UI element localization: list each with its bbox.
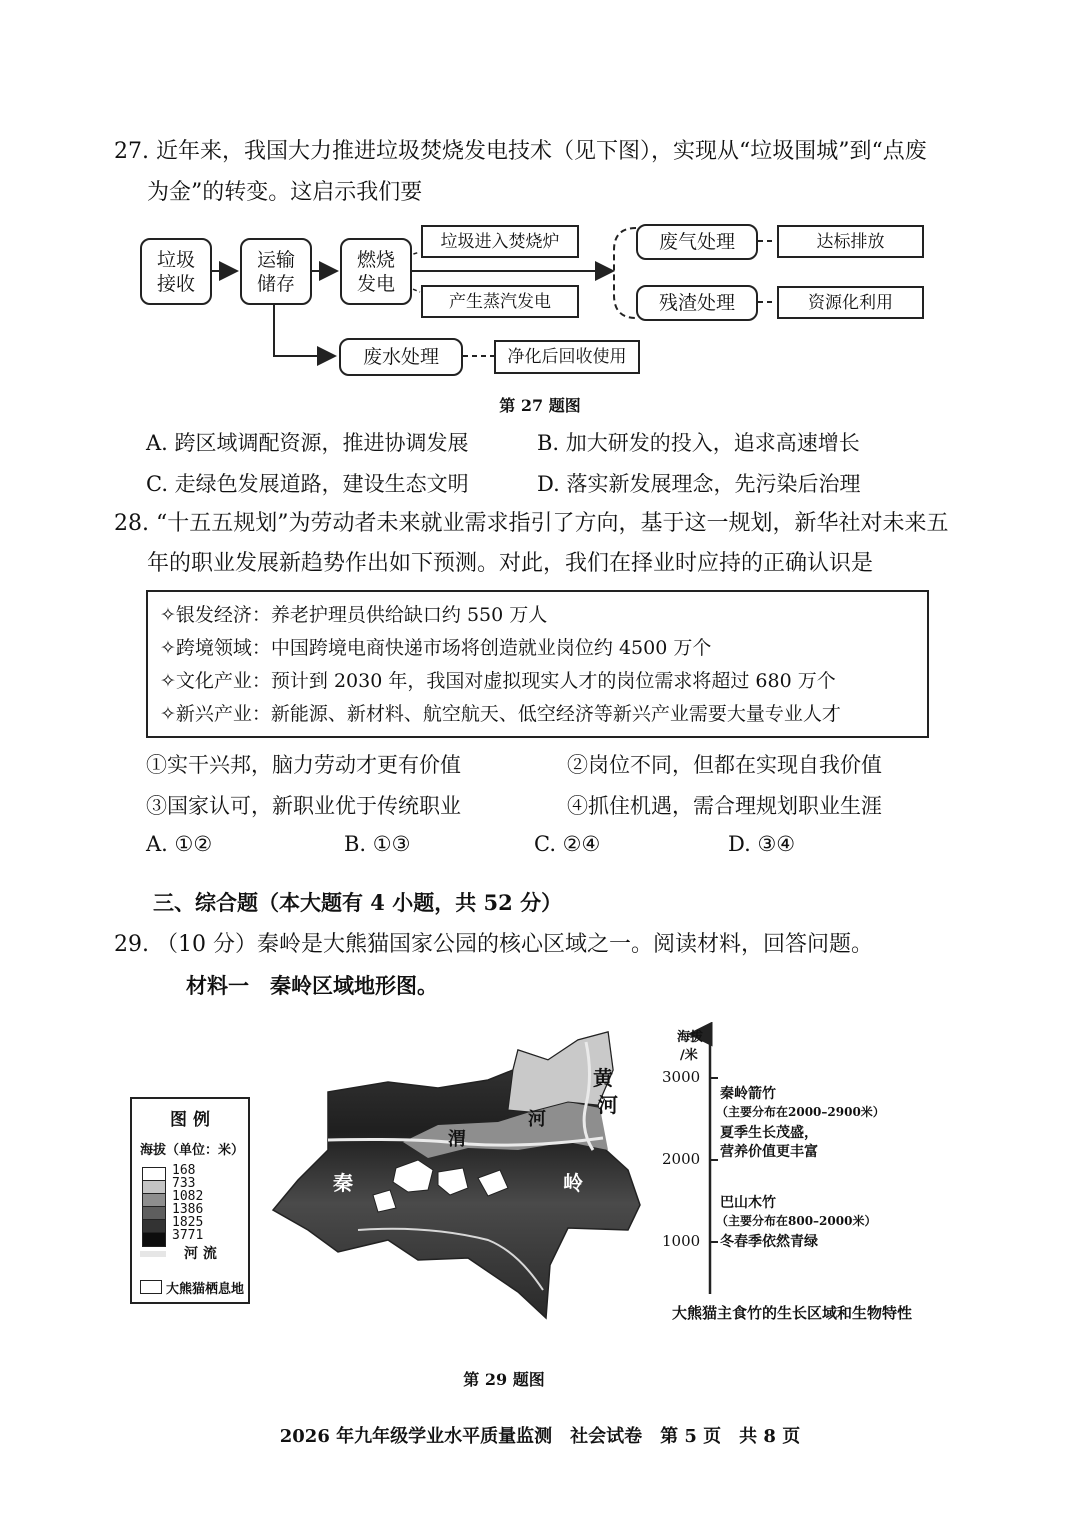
q28-statement-2: ②岗位不同，但都在实现自我价值: [567, 753, 882, 777]
map-label-he-yellow: 河: [598, 1093, 618, 1117]
q29-material-1: 材料一 秦岭区域地形图。: [186, 973, 438, 998]
flow-transport-box: 运输 储存: [240, 238, 312, 305]
q27-stem-line1: 27. 近年来，我国大力推进垃圾焚烧发电技术（见下图），实现从“垃圾围城”到“点废: [114, 139, 927, 164]
q28-stem-line2: 年的职业发展新趋势作出如下预测。对此，我们在择业时应持的正确认识是: [147, 551, 874, 576]
flow-gas-box: 废气处理: [636, 224, 758, 260]
legend-level-label: 1825: [172, 1215, 204, 1230]
flow-furnace-box: 垃圾进入焚烧炉: [421, 225, 579, 258]
qinling-terrain-map: [268, 1030, 648, 1330]
habitat-legend-icon: [140, 1280, 162, 1294]
map-label-he-wei: 河: [528, 1109, 546, 1130]
bamboo-diagram-caption: 大熊猫主食竹的生长区域和生物特性: [672, 1304, 913, 1322]
legend-title: 图 例: [170, 1110, 210, 1130]
arrow-transport-wastewater: [274, 304, 335, 356]
bamboo-2-desc: 冬春季依然青绿: [720, 1234, 818, 1250]
flow-residue-box: 残渣处理: [636, 285, 758, 321]
bamboo-1-range: （主要分布在2000–2900米）: [716, 1105, 885, 1119]
map-label-ling: 岭: [563, 1171, 583, 1195]
legend-level-label: 3771: [172, 1228, 204, 1243]
dashed-bracket: [614, 228, 636, 318]
q28-statement-4: ④抓住机遇，需合理规划职业生涯: [567, 794, 882, 818]
legend-swatch: [142, 1232, 166, 1247]
q27-option-c[interactable]: C. 走绿色发展道路，建设生态文明: [146, 472, 469, 496]
axis-title-unit: /米: [680, 1048, 698, 1063]
section-3-heading: 三、综合题（本大题有 4 小题，共 52 分）: [153, 890, 563, 915]
legend-level-label: 1386: [172, 1202, 204, 1217]
map-label-huang: 黄: [593, 1066, 613, 1090]
q28-option-b[interactable]: B. ①③: [344, 832, 411, 856]
legend-level-label: 168: [172, 1163, 196, 1178]
map-label-wei: 渭: [448, 1129, 466, 1150]
forecast-emerging: ✧新兴产业：新能源、新材料、航空航天、低空经济等新兴产业需要大量专业人才: [160, 703, 841, 725]
q28-option-c[interactable]: C. ②④: [534, 832, 601, 856]
legend-level-label: 1082: [172, 1189, 204, 1204]
bamboo-2-name: 巴山木竹: [720, 1195, 776, 1211]
axis-title-elevation: 海拔: [677, 1030, 704, 1045]
legend-level-label: 733: [172, 1176, 196, 1191]
bamboo-1-desc1: 夏季生长茂盛，: [720, 1125, 818, 1141]
q28-forecast-box: [146, 590, 929, 738]
flow-burn-box: 燃烧 发电: [340, 238, 412, 305]
bamboo-elevation-diagram: [655, 1022, 955, 1322]
legend-river-label: 河 流: [184, 1246, 217, 1262]
q27-option-d[interactable]: D. 落实新发展理念，先污染后治理: [537, 472, 861, 496]
bamboo-1-desc2: 营养价值更丰富: [720, 1144, 818, 1160]
page-footer: 2026 年九年级学业水平质量监测 社会试卷 第 5 页 共 8 页: [279, 1426, 801, 1447]
legend-habitat-label: 大熊猫栖息地: [166, 1282, 245, 1297]
q27-stem-line2: 为金”的转变。这启示我们要: [147, 180, 423, 205]
tick-label-1000: 1000: [662, 1232, 701, 1250]
flow-wastewater-box: 废水处理: [339, 338, 463, 376]
q27-caption: 第 27 题图: [499, 396, 581, 415]
flow-steam-box: 产生蒸汽发电: [421, 285, 579, 318]
tick-label-2000: 2000: [662, 1150, 701, 1168]
bamboo-1-name: 秦岭箭竹: [720, 1086, 776, 1102]
forecast-cross-border: ✧跨境领域：中国跨境电商快递市场将创造就业岗位约 4500 万个: [160, 637, 712, 659]
legend-subtitle: 海拔（单位：米）: [140, 1143, 245, 1158]
forecast-silver-economy: ✧银发经济：养老护理员供给缺口约 550 万人: [160, 604, 548, 626]
river-legend-icon: [140, 1251, 166, 1257]
flow-collect-box: 垃圾 接收: [140, 238, 212, 305]
q27-option-a[interactable]: A. 跨区域调配资源，推进协调发展: [146, 431, 469, 455]
q28-statement-3: ③国家认可，新职业优于传统职业: [146, 794, 461, 818]
forecast-culture: ✧文化产业：预计到 2030 年，我国对虚拟现实人才的岗位需求将超过 680 万个: [160, 670, 836, 692]
tick-label-3000: 3000: [662, 1068, 701, 1086]
map-label-qin: 秦: [333, 1171, 353, 1195]
q28-statement-1: ①实干兴邦，脑力劳动才更有价值: [146, 753, 461, 777]
q28-stem-line1: 28. “十五五规划”为劳动者未来就业需求指引了方向，基于这一规划，新华社对未来五: [114, 511, 949, 536]
bamboo-2-range: （主要分布在800–2000米）: [716, 1214, 877, 1228]
q28-option-a[interactable]: A. ①②: [146, 832, 213, 856]
q29-figure-caption: 第 29 题图: [463, 1370, 545, 1389]
flow-emission-box: 达标排放: [777, 225, 924, 258]
q28-option-d[interactable]: D. ③④: [728, 832, 796, 856]
q29-stem: 29. （10 分）秦岭是大熊猫国家公园的核心区域之一。阅读材料，回答问题。: [114, 932, 873, 957]
flow-reuse-box: 净化后回收使用: [494, 340, 640, 374]
flow-resource-box: 资源化利用: [777, 286, 924, 319]
map-legend: [130, 1097, 250, 1304]
q27-option-b[interactable]: B. 加大研发的投入，追求高速增长: [537, 431, 860, 455]
